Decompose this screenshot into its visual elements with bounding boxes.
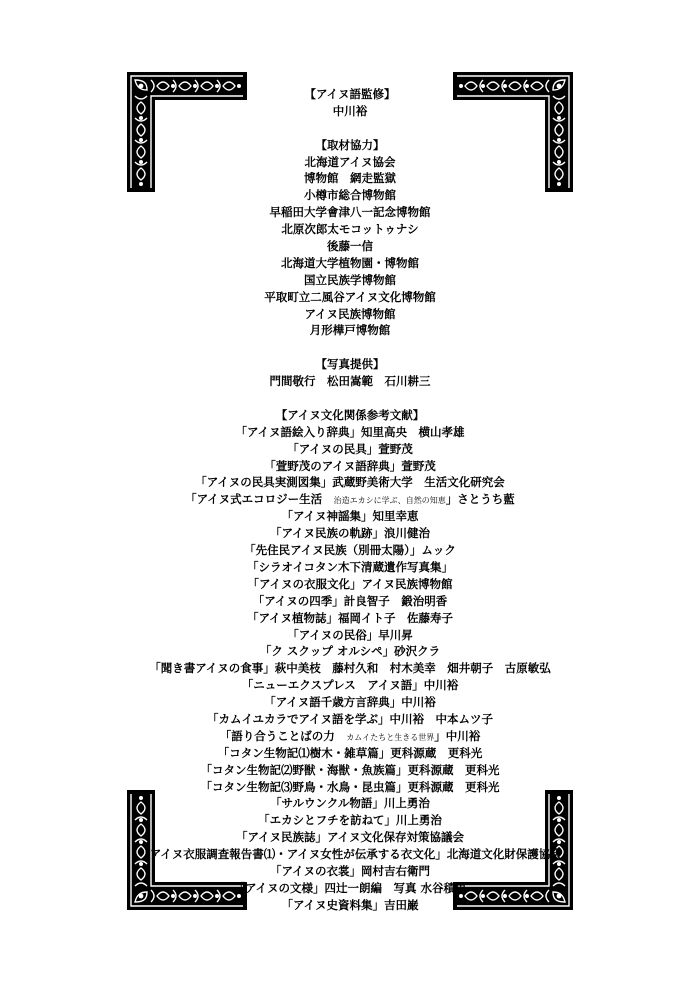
credit-line [0, 542, 700, 559]
credit-text: 「サルウンクル物語」川上勇治 [270, 796, 430, 811]
credit-text: 「アイヌの衣服文化」アイヌ民族博物館 [247, 576, 453, 591]
credit-text: 「アイヌの民具」萱野茂 [287, 441, 413, 456]
section-heading: 【取材協力】 [315, 137, 385, 152]
credit-line [0, 170, 700, 187]
credit-text: 「コタン生物記⑴樹木・雑草篇」更科源蔵 更科光 [217, 745, 483, 760]
credit-line [0, 643, 700, 660]
credit-line [0, 593, 700, 610]
credit-line [0, 711, 700, 728]
credit-text: 北海道大学植物園・博物館 [281, 255, 419, 270]
credit-text: 「シラオイコタン木下清蔵遺作写真集」 [247, 559, 453, 574]
credit-text: 「アイヌ植物誌」福岡イト子 佐藤寿子 [247, 610, 453, 625]
credit-line [0, 627, 700, 644]
credit-line [0, 576, 700, 593]
credit-line [0, 103, 700, 120]
credit-line [0, 474, 700, 491]
credit-text: 「アイヌ衣服調査報告書⑴・アイヌ女性が伝承する衣文化」北海道文化財保護協会 [138, 847, 562, 862]
credit-text: 「アイヌ民族の軌跡」浪川健治 [270, 526, 430, 541]
credit-line [0, 424, 700, 441]
credit-text: 門間敬行 松田嵩範 石川耕三 [269, 374, 431, 389]
credit-text: 「アイヌの文様」四辻一朗編 写真 水谷積男 [233, 880, 467, 895]
credit-line [0, 762, 700, 779]
section-heading: 【アイヌ文化関係参考文献】 [275, 407, 425, 422]
credit-text: アイヌ民族博物館 [304, 306, 396, 321]
credit-line [0, 204, 700, 221]
section-heading: 【写真提供】 [315, 357, 385, 372]
credit-line [0, 779, 700, 796]
section-gap [0, 390, 700, 407]
credit-text: 平取町立二風谷アイヌ文化博物館 [264, 289, 436, 304]
credit-text: 「アイヌの四季」計良智子 鍛治明香 [252, 593, 448, 608]
credit-line [0, 187, 700, 204]
credit-text: 後藤一信 [327, 239, 373, 254]
credit-line [0, 238, 700, 255]
credit-line [0, 441, 700, 458]
credit-line [0, 880, 700, 897]
credit-line [0, 660, 700, 677]
credit-text: 早稲田大学會津八一記念博物館 [269, 205, 431, 220]
credit-line [0, 677, 700, 694]
credit-text: 「アイヌの民具実測図集」武蔵野美術大学 生活文化研究会 [195, 475, 505, 490]
credit-text: 「アイヌ語千歳方言辞典」中川裕 [264, 695, 436, 710]
credit-text: 「先住民アイヌ民族（別冊太陽）」ムック [244, 543, 456, 558]
credit-text: 「アイヌ神謡集」知里幸恵 [281, 509, 419, 524]
credit-line [0, 728, 700, 745]
credit-text: 「エカシとフチを訪ねて」川上勇治 [258, 813, 442, 828]
credit-line [0, 221, 700, 238]
credit-text: 」さとうち藍 [445, 492, 515, 507]
credit-text: 小樽市総合博物館 [304, 188, 396, 203]
section-gap [0, 120, 700, 137]
credit-text: 「コタン生物記⑵野獣・海獣・魚族篇」更科源蔵 更科光 [200, 762, 500, 777]
credit-line [0, 897, 700, 914]
credit-text: 「コタン生物記⑶野鳥・水鳥・昆虫篇」更科源蔵 更科光 [200, 779, 500, 794]
credit-line [0, 458, 700, 475]
credit-text: 」中川裕 [434, 728, 481, 743]
credit-line [0, 694, 700, 711]
credit-text: 「アイヌの衣裳」岡村吉右衛門 [270, 863, 430, 878]
credit-text: 月形樺戸博物館 [309, 323, 391, 338]
credit-line [0, 322, 700, 339]
section-gap [0, 339, 700, 356]
credit-line [0, 795, 700, 812]
credit-line [0, 559, 700, 576]
credit-text: 「アイヌ式エコロジー生活 [185, 492, 334, 507]
credit-line [0, 289, 700, 306]
section-heading: 【アイヌ語監修】 [304, 87, 396, 101]
credits-block [0, 86, 700, 914]
credit-text: 「アイヌの民俗」早川昇 [287, 627, 413, 642]
credit-text: 「アイヌ語絵入り辞典」知里高央 横山孝雄 [235, 424, 465, 439]
credit-line [0, 255, 700, 272]
credit-text: 「アイヌ史資料集」吉田巌 [281, 897, 419, 912]
credit-text: 「ニューエクスプレス アイヌ語」中川裕 [241, 678, 459, 693]
credit-text: 「ク スクップ オルシペ」砂沢クラ [259, 644, 441, 659]
credit-text: 「聞き書アイヌの食事」萩中美枝 藤村久和 村木美幸 畑井朝子 古原敏弘 [149, 661, 551, 676]
credit-text: 北原次郎太モコットゥナシ [281, 222, 419, 237]
credit-line [0, 491, 700, 508]
credit-line [0, 846, 700, 863]
credit-line [0, 863, 700, 880]
credit-line [0, 373, 700, 390]
credit-line [0, 745, 700, 762]
credit-text: 中川裕 [332, 103, 368, 118]
credit-text: 「カムイユカラでアイヌ語を学ぶ」中川裕 中本ムツ子 [206, 711, 493, 726]
credit-text: 北海道アイヌ協会 [304, 154, 396, 169]
credit-line [0, 272, 700, 289]
credit-line [0, 812, 700, 829]
credit-line [0, 306, 700, 323]
credit-line [0, 610, 700, 627]
credit-text: 「語り合うことばの力 [219, 728, 347, 743]
credit-subtitle: カムイたちと生きる世界 [346, 732, 435, 742]
credit-text: 国立民族学博物館 [304, 272, 396, 287]
credit-text: 「アイヌ民族誌」アイヌ文化保存対策協議会 [236, 830, 464, 845]
credit-line [0, 154, 700, 171]
credit-line [0, 525, 700, 542]
credit-line [0, 508, 700, 525]
credit-text: 博物館 網走監獄 [304, 171, 396, 186]
credit-subtitle: 治造エカシに学ぶ、自然の知恵 [333, 496, 446, 506]
credit-line [0, 829, 700, 846]
credit-text: 「萱野茂のアイヌ語辞典」萱野茂 [264, 458, 436, 473]
